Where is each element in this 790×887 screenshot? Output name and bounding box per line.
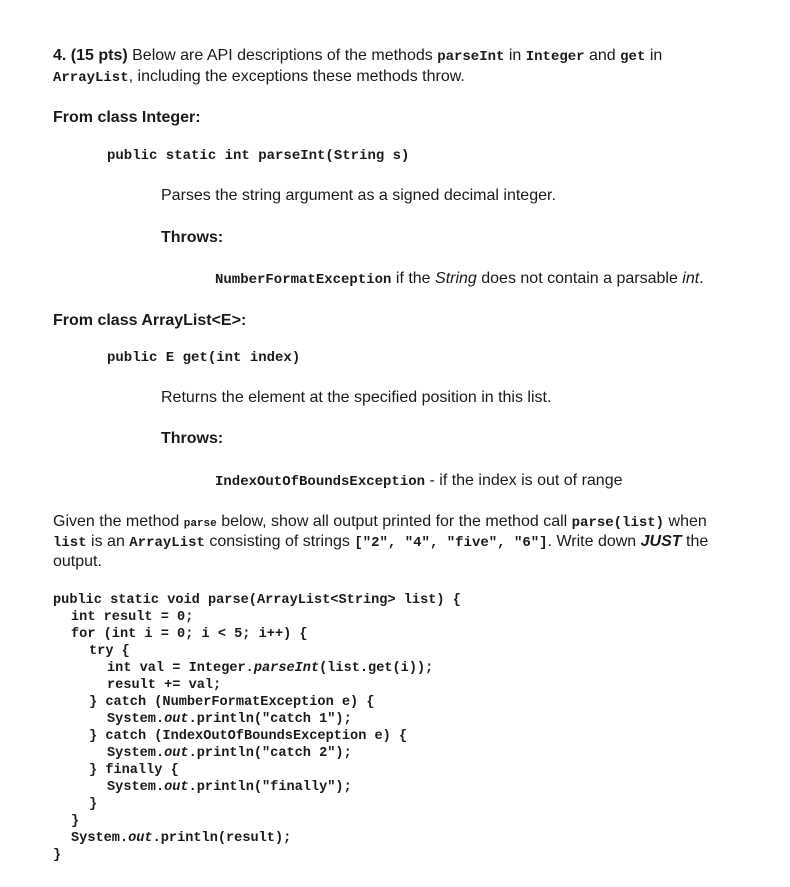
- code-segment: .println("catch 2");: [188, 746, 352, 761]
- get-exception: [215, 472, 623, 490]
- given-text: the: [681, 533, 709, 550]
- exception-text: .: [699, 270, 704, 287]
- code-segment: out: [164, 746, 189, 761]
- intro-text: and: [584, 47, 621, 64]
- code-segment: out: [164, 712, 189, 727]
- parseInt-description: Parses the string argument as a signed decimal integer.: [161, 187, 556, 204]
- given-text: . Write down: [547, 533, 641, 550]
- code-values: ["2", "4", "five", "6"]: [354, 535, 548, 551]
- code-segment: .println("catch 1");: [188, 712, 352, 727]
- code-segment: parseInt: [253, 661, 320, 676]
- intro-text: , including the exceptions these methods throw.: [128, 68, 465, 85]
- code-ArrayList: ArrayList: [129, 535, 205, 551]
- exception-text: - if the index is out of range: [425, 472, 623, 489]
- code-parseInt: parseInt: [437, 49, 505, 65]
- given-text: Given the method: [53, 513, 184, 530]
- integer-heading: From class Integer:: [53, 109, 201, 126]
- code-ArrayList: ArrayList: [53, 70, 129, 86]
- intro-text: in: [504, 47, 526, 64]
- code-line: int result = 0;: [71, 610, 194, 625]
- code-line: } finally {: [89, 763, 179, 778]
- code-segment: (list.get(i));: [319, 661, 434, 676]
- code-line: [71, 830, 291, 847]
- question-intro-line1: [53, 47, 662, 65]
- code-line: [107, 745, 352, 762]
- code-segment: out: [128, 831, 153, 846]
- given-text: below, show all output printed for the method call: [216, 513, 572, 530]
- question-intro-line2: [53, 68, 465, 86]
- given-text: when: [664, 513, 707, 530]
- code-segment: int val = Integer.: [107, 661, 254, 676]
- code-line: for (int i = 0; i < 5; i++) {: [71, 627, 308, 642]
- arraylist-heading: From class ArrayList<E>:: [53, 312, 247, 329]
- intro-text: Below are API descriptions of the methods: [127, 47, 438, 64]
- code-line: [107, 660, 433, 677]
- code-parse: parse: [183, 518, 217, 530]
- exception-string: String: [435, 270, 477, 287]
- code-segment: System.: [71, 831, 129, 846]
- code-list: list: [53, 535, 87, 551]
- code-segment: .println("finally");: [188, 780, 352, 795]
- exception-name: NumberFormatException: [215, 272, 392, 288]
- parseInt-throws-label: Throws:: [161, 229, 224, 246]
- exception-text: if the: [391, 270, 436, 287]
- code-segment: System.: [107, 780, 165, 795]
- exception-int: int: [682, 270, 700, 287]
- code-line: public static void parse(ArrayList<String> list) {: [53, 593, 461, 608]
- exception-name: IndexOutOfBoundsException: [215, 474, 426, 490]
- code-segment: out: [164, 780, 189, 795]
- given-line2: [53, 533, 708, 551]
- code-line: }: [71, 814, 80, 829]
- code-Integer: Integer: [525, 49, 585, 65]
- just-emphasis: JUST: [640, 533, 682, 550]
- code-line: try {: [89, 644, 130, 659]
- question-number: 4. (15 pts): [53, 47, 128, 64]
- code-line: [107, 711, 352, 728]
- parseInt-signature: public static int parseInt(String s): [107, 148, 410, 164]
- code-call: parse(list): [571, 515, 665, 531]
- given-line1: [53, 513, 707, 531]
- code-line: }: [89, 797, 98, 812]
- intro-text: in: [645, 47, 663, 64]
- code-segment: .println(result);: [152, 831, 292, 846]
- get-description: Returns the element at the specified position in this list.: [161, 389, 552, 406]
- code-line: [107, 779, 352, 796]
- given-line3: output.: [53, 553, 102, 570]
- given-text: is an: [86, 533, 130, 550]
- code-line: } catch (IndexOutOfBoundsException e) {: [89, 729, 408, 744]
- code-segment: System.: [107, 746, 165, 761]
- given-text: consisting of strings: [204, 533, 355, 550]
- code-line: } catch (NumberFormatException e) {: [89, 695, 375, 710]
- get-signature: public E get(int index): [107, 350, 301, 366]
- get-throws-label: Throws:: [161, 430, 224, 447]
- code-line: result += val;: [107, 678, 222, 693]
- exception-text: does not contain a parsable: [476, 270, 683, 287]
- code-get: get: [620, 49, 646, 65]
- code-segment: System.: [107, 712, 165, 727]
- code-line: }: [53, 848, 62, 863]
- parseInt-exception: [215, 270, 704, 288]
